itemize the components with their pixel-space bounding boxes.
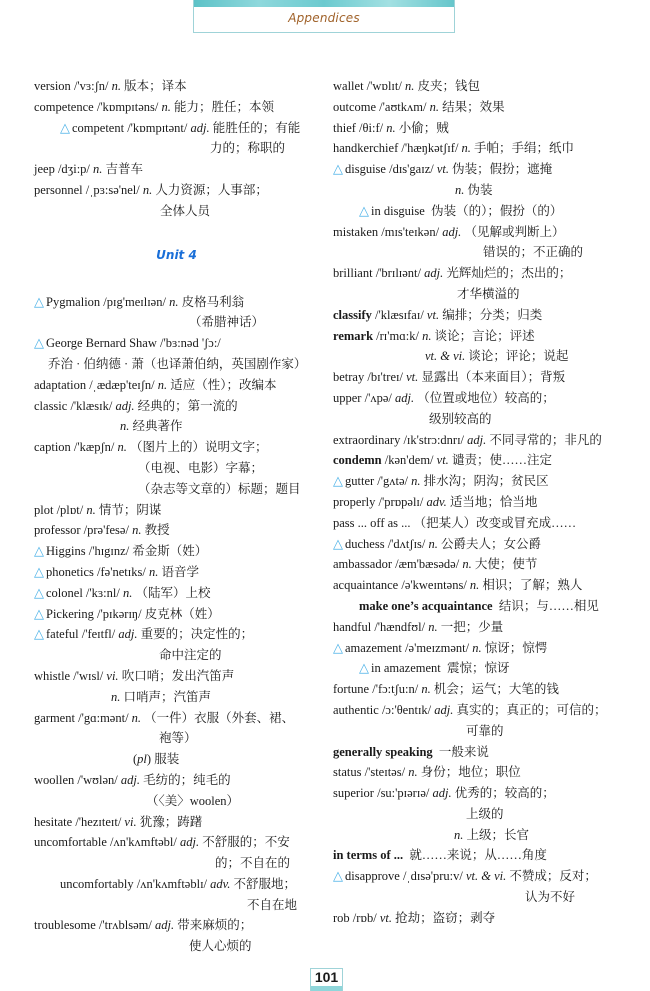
vocab-entry: △ in amazement 震惊；惊讶: [359, 661, 510, 677]
vocab-entry: △ Higgins /'hɪgɪnz/ 希金斯（姓）: [34, 544, 208, 560]
vocab-entry: adaptation /ˌædæp'teɪʃn/ n. 适应（性）；改编本: [34, 377, 277, 392]
vocab-continuation: 袍等）: [159, 731, 197, 746]
vocab-entry: brilliant /'brɪlɪənt/ adj. 光辉灿烂的；杰出的；: [333, 266, 572, 281]
vocab-continuation: 错误的；不正确的: [483, 245, 584, 260]
vocab-continuation: （杂志等文章的）标题；题目: [138, 481, 301, 496]
triangle-marker-icon: △: [34, 544, 44, 560]
vocab-entry: mistaken /mɪs'teɪkən/ adj. （见解或判断上）: [333, 224, 565, 239]
vocab-continuation: vt. & vi. 谈论；评论；说起: [425, 349, 569, 364]
vocab-entry: garment /'gɑ:mənt/ n. （一件）衣服（外套、裙、: [34, 710, 295, 725]
vocab-entry: △ disguise /dɪs'gaɪz/ vt. 伪装；假扮；遮掩: [333, 162, 553, 178]
triangle-marker-icon: △: [34, 564, 44, 580]
vocab-continuation: 力的；称职的: [210, 141, 286, 156]
triangle-marker-icon: △: [34, 294, 44, 310]
vocab-continuation: 级别较高的: [429, 411, 492, 426]
vocab-entry: handkerchief /'hæŋkətʃɪf/ n. 手帕；手绢；纸巾: [333, 141, 575, 156]
vocab-continuation: 可靠的: [466, 723, 504, 738]
vocab-continuation: 全体人员: [160, 203, 211, 218]
vocab-continuation: 使人心烦的: [189, 939, 252, 954]
vocab-entry: authentic /ɔ:'θentɪk/ adj. 真实的；真正的；可信的；: [333, 702, 607, 717]
vocab-entry: version /'vɜ:ʃn/ n. 版本；译本: [34, 79, 187, 93]
vocab-entry: △ George Bernard Shaw /'bɜ:nəd 'ʃɔ:/: [34, 336, 221, 352]
page-number-decoration: [311, 986, 342, 991]
vocab-continuation: n. 伪装: [455, 182, 493, 197]
vocab-entry: plot /plɒt/ n. 情节；阴谋: [34, 502, 162, 517]
unit-heading: Unit 4: [156, 247, 197, 262]
vocab-entry: △ competent /'kɒmpɪtənt/ adj. 能胜任的；有能: [60, 120, 301, 136]
left-column: [34, 76, 319, 957]
vocab-continuation: (pl) 服装: [133, 752, 180, 767]
vocab-entry: acquaintance /ə'kweɪntəns/ n. 相识；了解；熟人: [333, 578, 583, 593]
triangle-marker-icon: △: [34, 585, 44, 601]
triangle-marker-icon: △: [34, 606, 44, 622]
vocab-entry: betray /bɪ'treɪ/ vt. 显露出（本来面目）；背叛: [333, 370, 566, 385]
vocab-entry: in terms of ... 就……来说；从……角度: [333, 848, 547, 863]
vocab-entry: △ amazement /ə'meɪzmənt/ n. 惊讶；惊愕: [333, 640, 548, 656]
banner-decoration: [194, 0, 454, 7]
vocab-entry: remark /rɪ'mɑ:k/ n. 谈论；言论；评述: [333, 328, 535, 343]
vocab-entry: make one’s acquaintance 结识；与……相见: [359, 598, 599, 613]
vocab-entry: woollen /'wʊlən/ adj. 毛纺的；纯毛的: [34, 772, 231, 787]
vocab-entry: personnel /ˌpɜ:sə'nel/ n. 人力资源；人事部；: [34, 182, 268, 197]
triangle-marker-icon: △: [333, 162, 343, 178]
vocab-continuation: 的；不自在的: [215, 856, 291, 871]
triangle-marker-icon: △: [333, 474, 343, 490]
vocab-continuation: （希腊神话）: [189, 315, 265, 330]
vocab-entry: △ Pygmalion /pɪg'meɪlɪən/ n. 皮格马利翁: [34, 294, 245, 310]
vocab-entry: caption /'kæpʃn/ n. （图片上的）说明文字；: [34, 440, 268, 455]
vocab-entry: upper /'ʌpə/ adj. （位置或地位）较高的；: [333, 390, 555, 405]
vocab-entry: jeep /dʒi:p/ n. 吉普车: [34, 162, 144, 177]
vocab-entry: rob /rɒb/ vt. 抢劫；盗窃；剥夺: [333, 910, 496, 925]
triangle-marker-icon: △: [359, 203, 369, 219]
vocab-entry: uncomfortable /ʌn'kʌmftəbl/ adj. 不舒服的；不安: [34, 835, 290, 850]
vocab-continuation: 乔治 · 伯纳德 · 萧（也译萧伯纳，英国剧作家）: [48, 356, 307, 371]
vocab-entry: △ in disguise 伪装（的）；假扮（的）: [359, 203, 563, 219]
vocab-continuation: （电视、电影）字幕；: [138, 460, 264, 475]
vocab-entry: △ disapprove /ˌdɪsə'pru:v/ vt. & vi. 不赞成；反对；: [333, 869, 597, 885]
page-number: 101: [310, 968, 343, 991]
vocab-continuation: n. 上级；长官: [454, 827, 530, 842]
vocab-entry: condemn /kən'dem/ vt. 谴责；使……注定: [333, 453, 552, 468]
vocab-continuation: 才华横溢的: [457, 286, 520, 301]
vocab-entry: △ fateful /'feɪtfl/ adj. 重要的；决定性的；: [34, 627, 254, 643]
triangle-marker-icon: △: [333, 640, 343, 656]
vocab-entry: extraordinary /ɪk'strɔ:dnrɪ/ adj. 不同寻常的；非凡的: [333, 432, 602, 447]
triangle-marker-icon: △: [359, 661, 369, 677]
vocab-entry: △ gutter /'gʌtə/ n. 排水沟；阴沟；贫民区: [333, 474, 549, 490]
header-banner: [193, 0, 455, 33]
vocab-entry: generally speaking 一般来说: [333, 744, 489, 759]
right-column: [333, 76, 628, 929]
vocab-entry: professor /prə'fesə/ n. 教授: [34, 523, 170, 538]
vocab-continuation: 不自在地: [247, 897, 298, 912]
vocab-entry: handful /'hændfʊl/ n. 一把；少量: [333, 619, 504, 634]
vocab-entry: superior /su:'pɪərɪə/ adj. 优秀的；较高的；: [333, 786, 555, 801]
vocab-entry: fortune /'fɔ:tʃu:n/ n. 机会；运气；大笔的钱: [333, 682, 559, 697]
vocab-continuation: （〈美〉woolen）: [146, 793, 240, 808]
vocab-entry: △ duchess /'dʌtʃɪs/ n. 公爵夫人；女公爵: [333, 536, 542, 552]
triangle-marker-icon: △: [34, 627, 44, 643]
vocab-continuation: n. 经典著作: [120, 419, 183, 434]
vocab-continuation: 上级的: [466, 806, 504, 821]
triangle-marker-icon: △: [333, 869, 343, 885]
vocab-entry: outcome /'aʊtkʌm/ n. 结果；效果: [333, 99, 505, 114]
triangle-marker-icon: △: [333, 536, 343, 552]
vocab-entry: △ colonel /'kɜ:nl/ n. （陆军）上校: [34, 585, 211, 601]
vocab-entry: △ Pickering /'pɪkərɪŋ/ 皮克林（姓）: [34, 606, 220, 622]
vocab-entry: properly /'prɒpəlɪ/ adv. 适当地；恰当地: [333, 494, 538, 509]
vocab-continuation: n. 口哨声；汽笛声: [111, 689, 212, 704]
vocab-entry: △ phonetics /fə'netɪks/ n. 语音学: [34, 564, 199, 580]
vocab-continuation: 认为不好: [525, 890, 576, 905]
triangle-marker-icon: △: [34, 336, 44, 352]
vocab-continuation: 命中注定的: [159, 648, 222, 663]
vocab-entry: hesitate /'hezɪteɪt/ vi. 犹豫；踌躇: [34, 814, 203, 829]
vocab-entry: uncomfortably /ʌn'kʌmftəblɪ/ adv. 不舒服地；: [60, 876, 297, 891]
vocab-entry: pass ... off as ... （把某人）改变或冒充成……: [333, 515, 577, 530]
triangle-marker-icon: △: [60, 120, 70, 136]
vocab-entry: competence /'kɒmpɪtəns/ n. 能力；胜任；本领: [34, 99, 275, 114]
vocab-entry: status /'steɪtəs/ n. 身份；地位；职位: [333, 765, 521, 780]
vocab-entry: whistle /'wɪsl/ vi. 吹口哨；发出汽笛声: [34, 668, 235, 683]
vocab-entry: thief /θi:f/ n. 小偷；贼: [333, 120, 449, 135]
section-title: Appendices: [288, 11, 360, 25]
vocab-entry: classic /'klæsɪk/ adj. 经典的；第一流的: [34, 398, 238, 413]
vocab-entry: ambassador /æm'bæsədə/ n. 大使；使节: [333, 557, 538, 572]
vocab-entry: wallet /'wɒlɪt/ n. 皮夹；钱包: [333, 79, 480, 93]
vocab-entry: classify /'klæsɪfaɪ/ vt. 编排；分类；归类: [333, 307, 543, 322]
vocab-entry: troublesome /'trʌblsəm/ adj. 带来麻烦的；: [34, 918, 253, 933]
